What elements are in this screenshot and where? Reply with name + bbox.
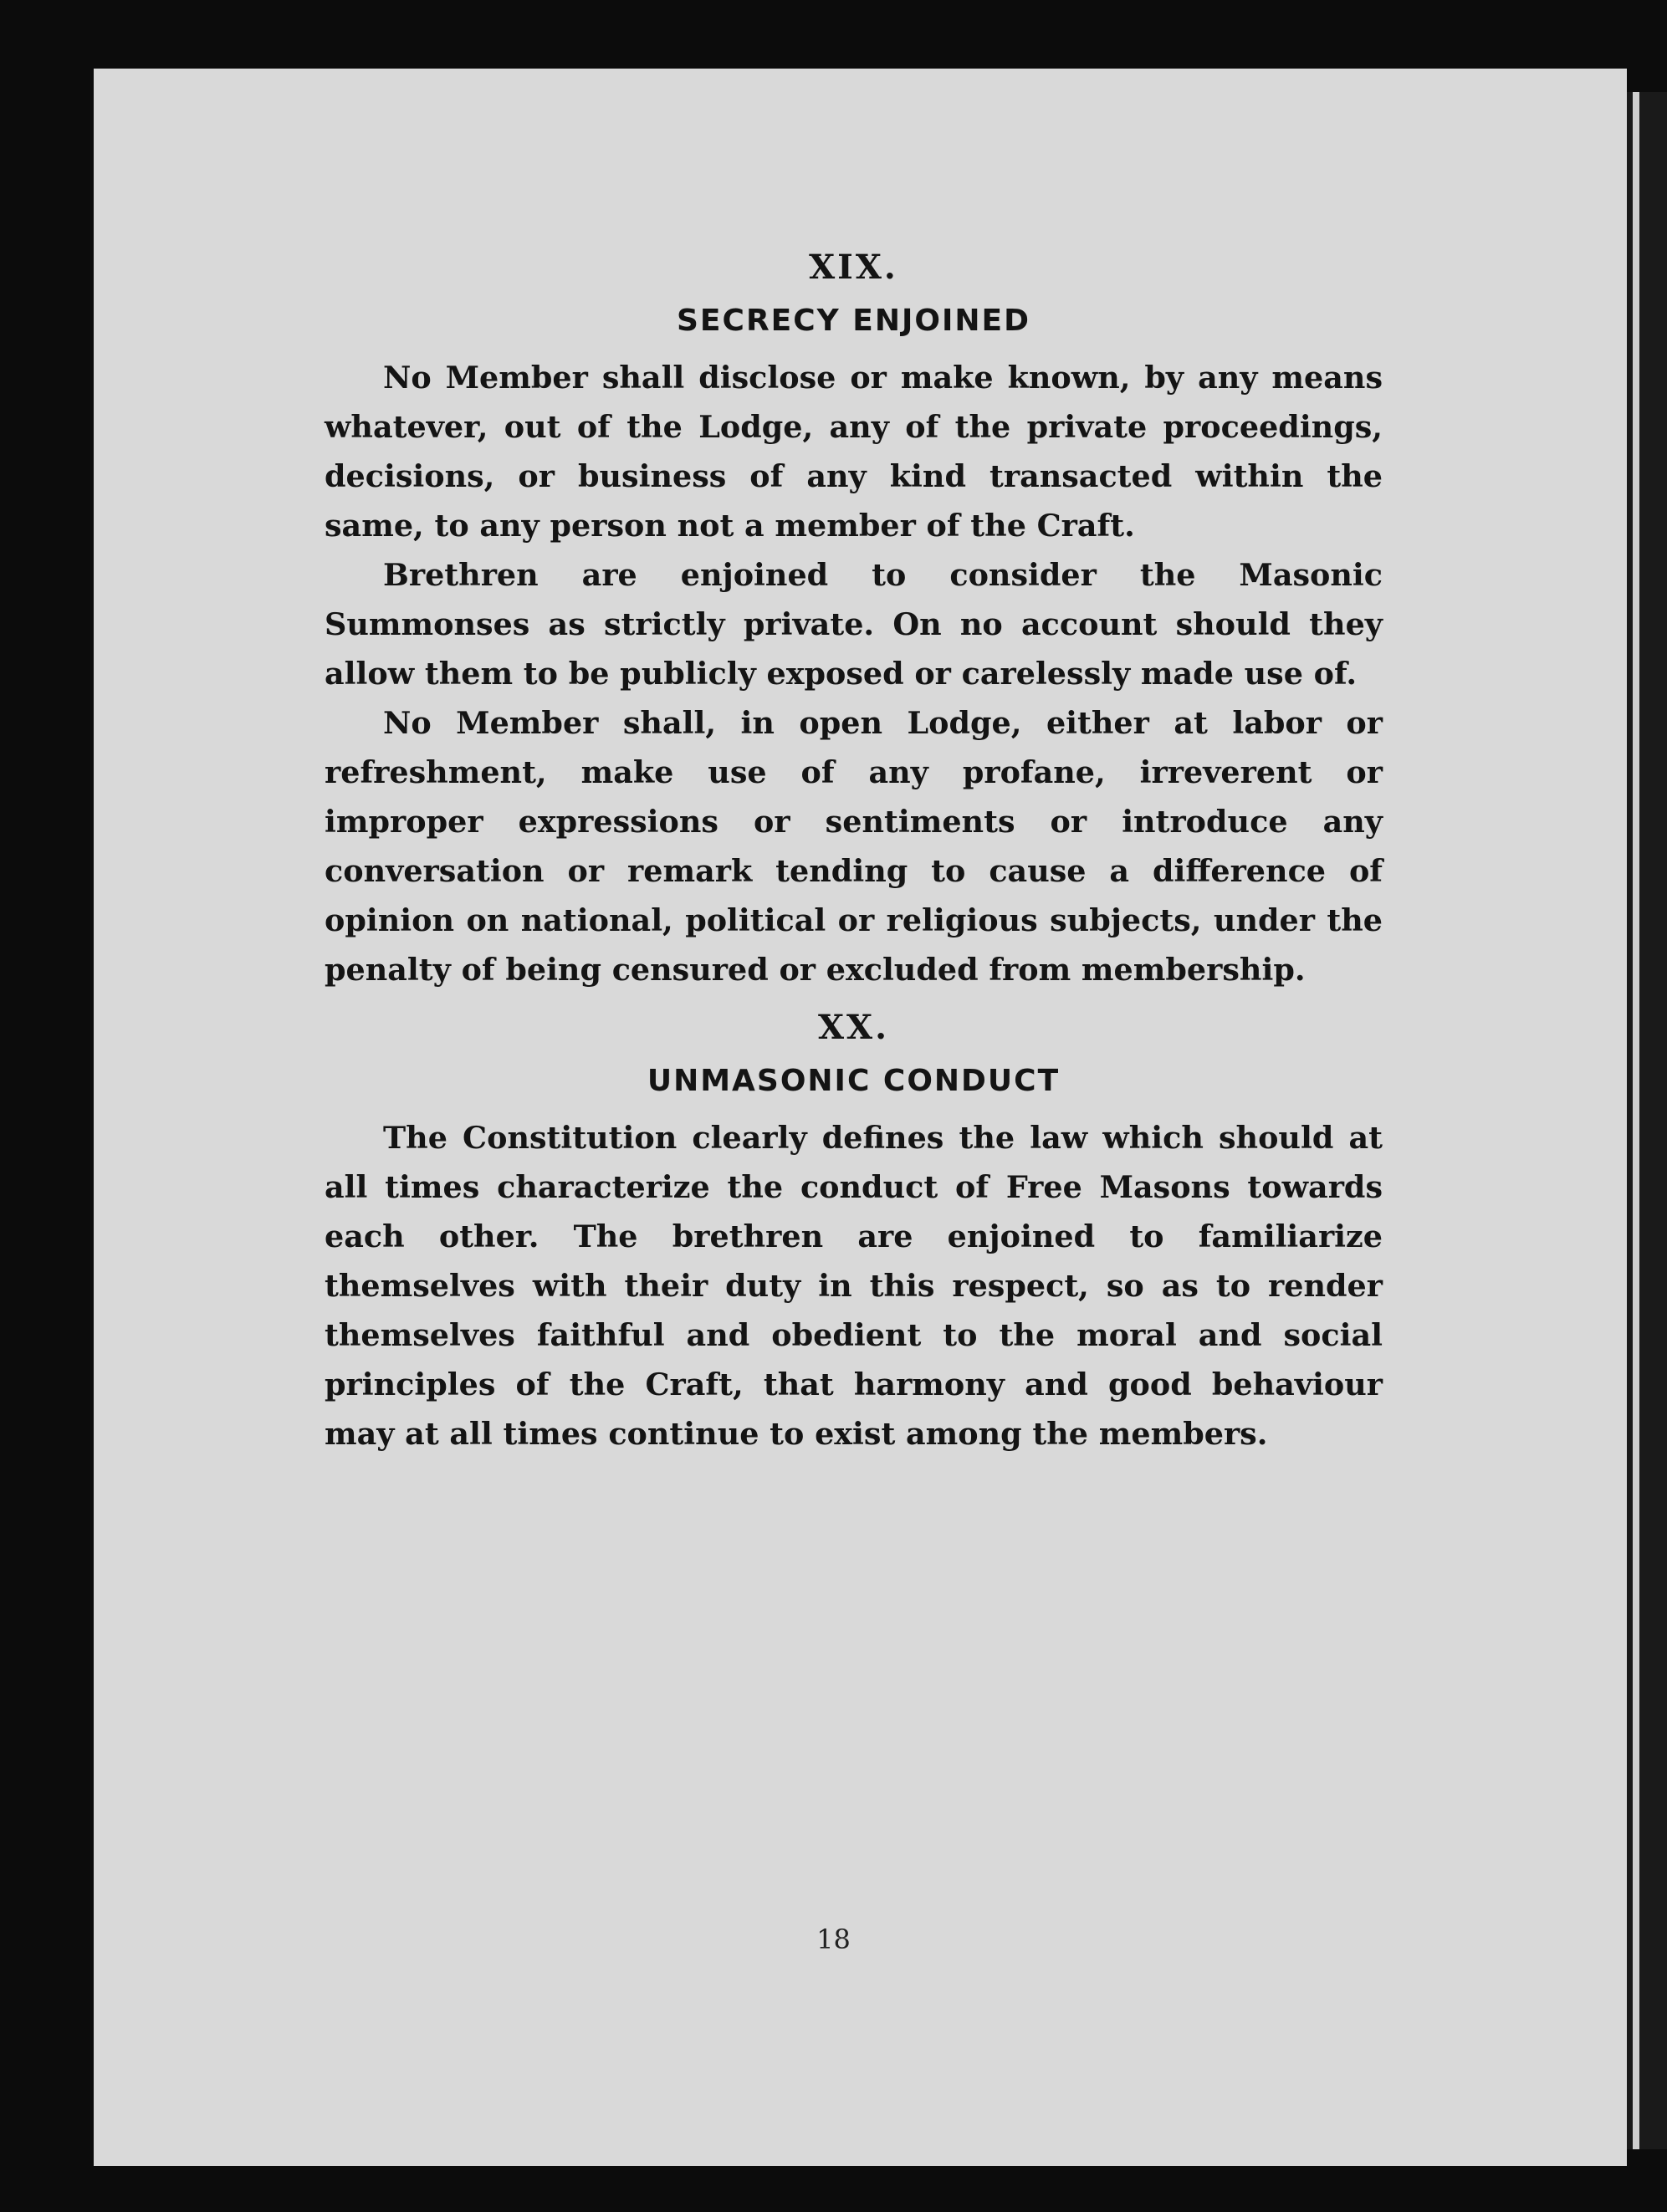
paragraph: No Member shall disclose or make known, by any means whatever, out of the Lodge, any of the private proceedings, decisions, or business of any kind transacted within the same, to any person not a member of the Craft. bbox=[325, 360, 1383, 544]
page-number: 18 bbox=[816, 1923, 851, 1955]
paragraph: The Constitution clearly defines the law which should at all times characterize the conduct of Free Masons towards each other. The brethren are enjoined to familiarize themselves with their duty in this respect, so as to render themselves faithful and obedient to the moral and social principles of the Craft, that harmony and good behaviour may at all times continue to exist among the members. bbox=[325, 1120, 1383, 1452]
section-unmasonic-conduct bbox=[325, 1008, 1383, 1458]
section-heading: UNMASONIC CONDUCT bbox=[647, 1064, 1061, 1098]
page-content bbox=[325, 248, 1383, 1458]
section-numeral: XIX. bbox=[809, 248, 898, 287]
paragraph: Brethren are enjoined to consider the Masonic Summonses as strictly private. On no account should they allow them to be publicly exposed or carelessly made use of. bbox=[325, 557, 1383, 692]
section-numeral: XX. bbox=[818, 1008, 889, 1047]
paragraph: No Member shall, in open Lodge, either at labor or refreshment, make use of any profane, irreverent or improper expressions or sentiments or introduce any conversation or remark tending to cause a difference of opinion on national, political or religious subjects, under the penalty of being censured or excluded from membership. bbox=[325, 705, 1383, 988]
facing-page-edge bbox=[1633, 92, 1639, 2149]
section-heading: SECRECY ENJOINED bbox=[677, 304, 1030, 338]
section-secrecy-enjoined bbox=[325, 248, 1383, 994]
